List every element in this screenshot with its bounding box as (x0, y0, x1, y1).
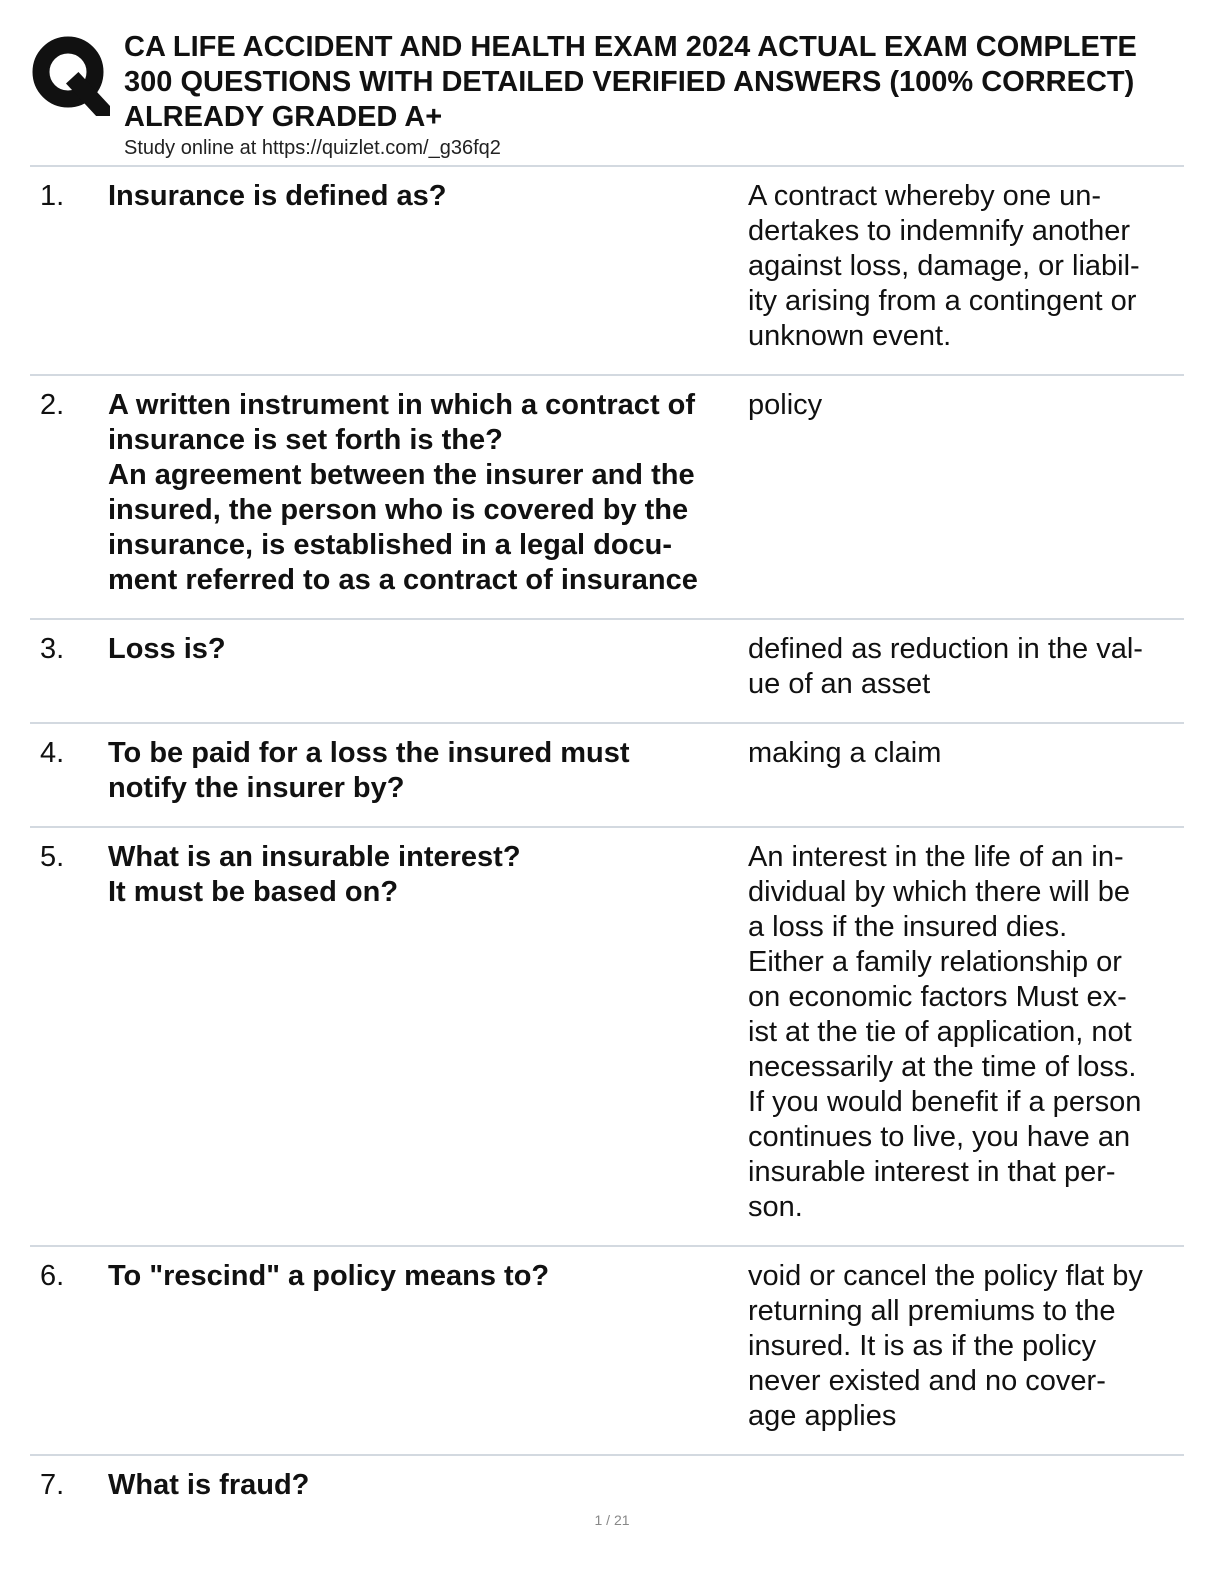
item-number: 3. (40, 633, 65, 665)
item-number: 6. (40, 1260, 65, 1292)
qa-item (30, 724, 1184, 828)
item-answer: void or cancel the policy flat by returning all premiums to the insured. It is as if the policy never existed and no cover- age applies (748, 1260, 1143, 1432)
item-number: 5. (40, 841, 65, 873)
quizlet-q-logo-icon (32, 34, 110, 116)
qa-item (30, 828, 1184, 1247)
qa-list (30, 167, 1184, 1523)
item-answer (748, 1468, 1184, 1503)
item-question: To "rescind" a policy means to? (108, 1260, 550, 1292)
qa-item (30, 376, 1184, 620)
item-number: 1. (40, 180, 65, 212)
document-title (124, 30, 1224, 160)
item-number: 2. (40, 389, 65, 421)
item-answer: A contract whereby one un- dertakes to indemnify another against loss, damage, or liabil- ity arising from a contingent or unknown event. (748, 180, 1140, 352)
page-indicator: 1 / 21 (594, 1512, 630, 1528)
item-question: A written instrument in which a contract of insurance is set forth is the? An agreement between the insurer and the insured, the person who is covered by the insurance, is established in a legal docu- ment referred to as a contract of insurance (108, 389, 698, 596)
study-online-link[interactable]: Study online at https://quizlet.com/_g36fq2 (124, 137, 501, 159)
item-number: 4. (40, 737, 65, 769)
qa-item (30, 1247, 1184, 1456)
item-answer: An interest in the life of an in- dividual by which there will be a loss if the insured dies. Either a family relationship or on economic factors Must ex- ist at the tie of application, not necessarily at the time of loss. If you would benefit if a person continues to live, you have an insurable interest in that per- son. (748, 841, 1142, 1223)
qa-item (30, 620, 1184, 724)
qa-item (30, 167, 1184, 376)
item-question: What is fraud? (108, 1469, 310, 1501)
item-question: Insurance is defined as? (108, 180, 447, 212)
item-answer: policy (748, 389, 823, 421)
title-line-2: 300 QUESTIONS WITH DETAILED VERIFIED ANSWERS (100% CORRECT) (124, 66, 1135, 98)
title-line-3: ALREADY GRADED A+ (124, 101, 443, 133)
document-header (28, 26, 1224, 162)
title-line-1: CA LIFE ACCIDENT AND HEALTH EXAM 2024 ACTUAL EXAM COMPLETE (124, 31, 1137, 63)
item-answer: defined as reduction in the val- ue of an asset (748, 633, 1143, 700)
item-question: What is an insurable interest? It must be based on? (108, 841, 521, 908)
item-question: To be paid for a loss the insured must notify the insurer by? (108, 737, 630, 804)
item-number: 7. (40, 1469, 65, 1501)
item-answer: making a claim (748, 737, 942, 769)
item-question: Loss is? (108, 633, 226, 665)
